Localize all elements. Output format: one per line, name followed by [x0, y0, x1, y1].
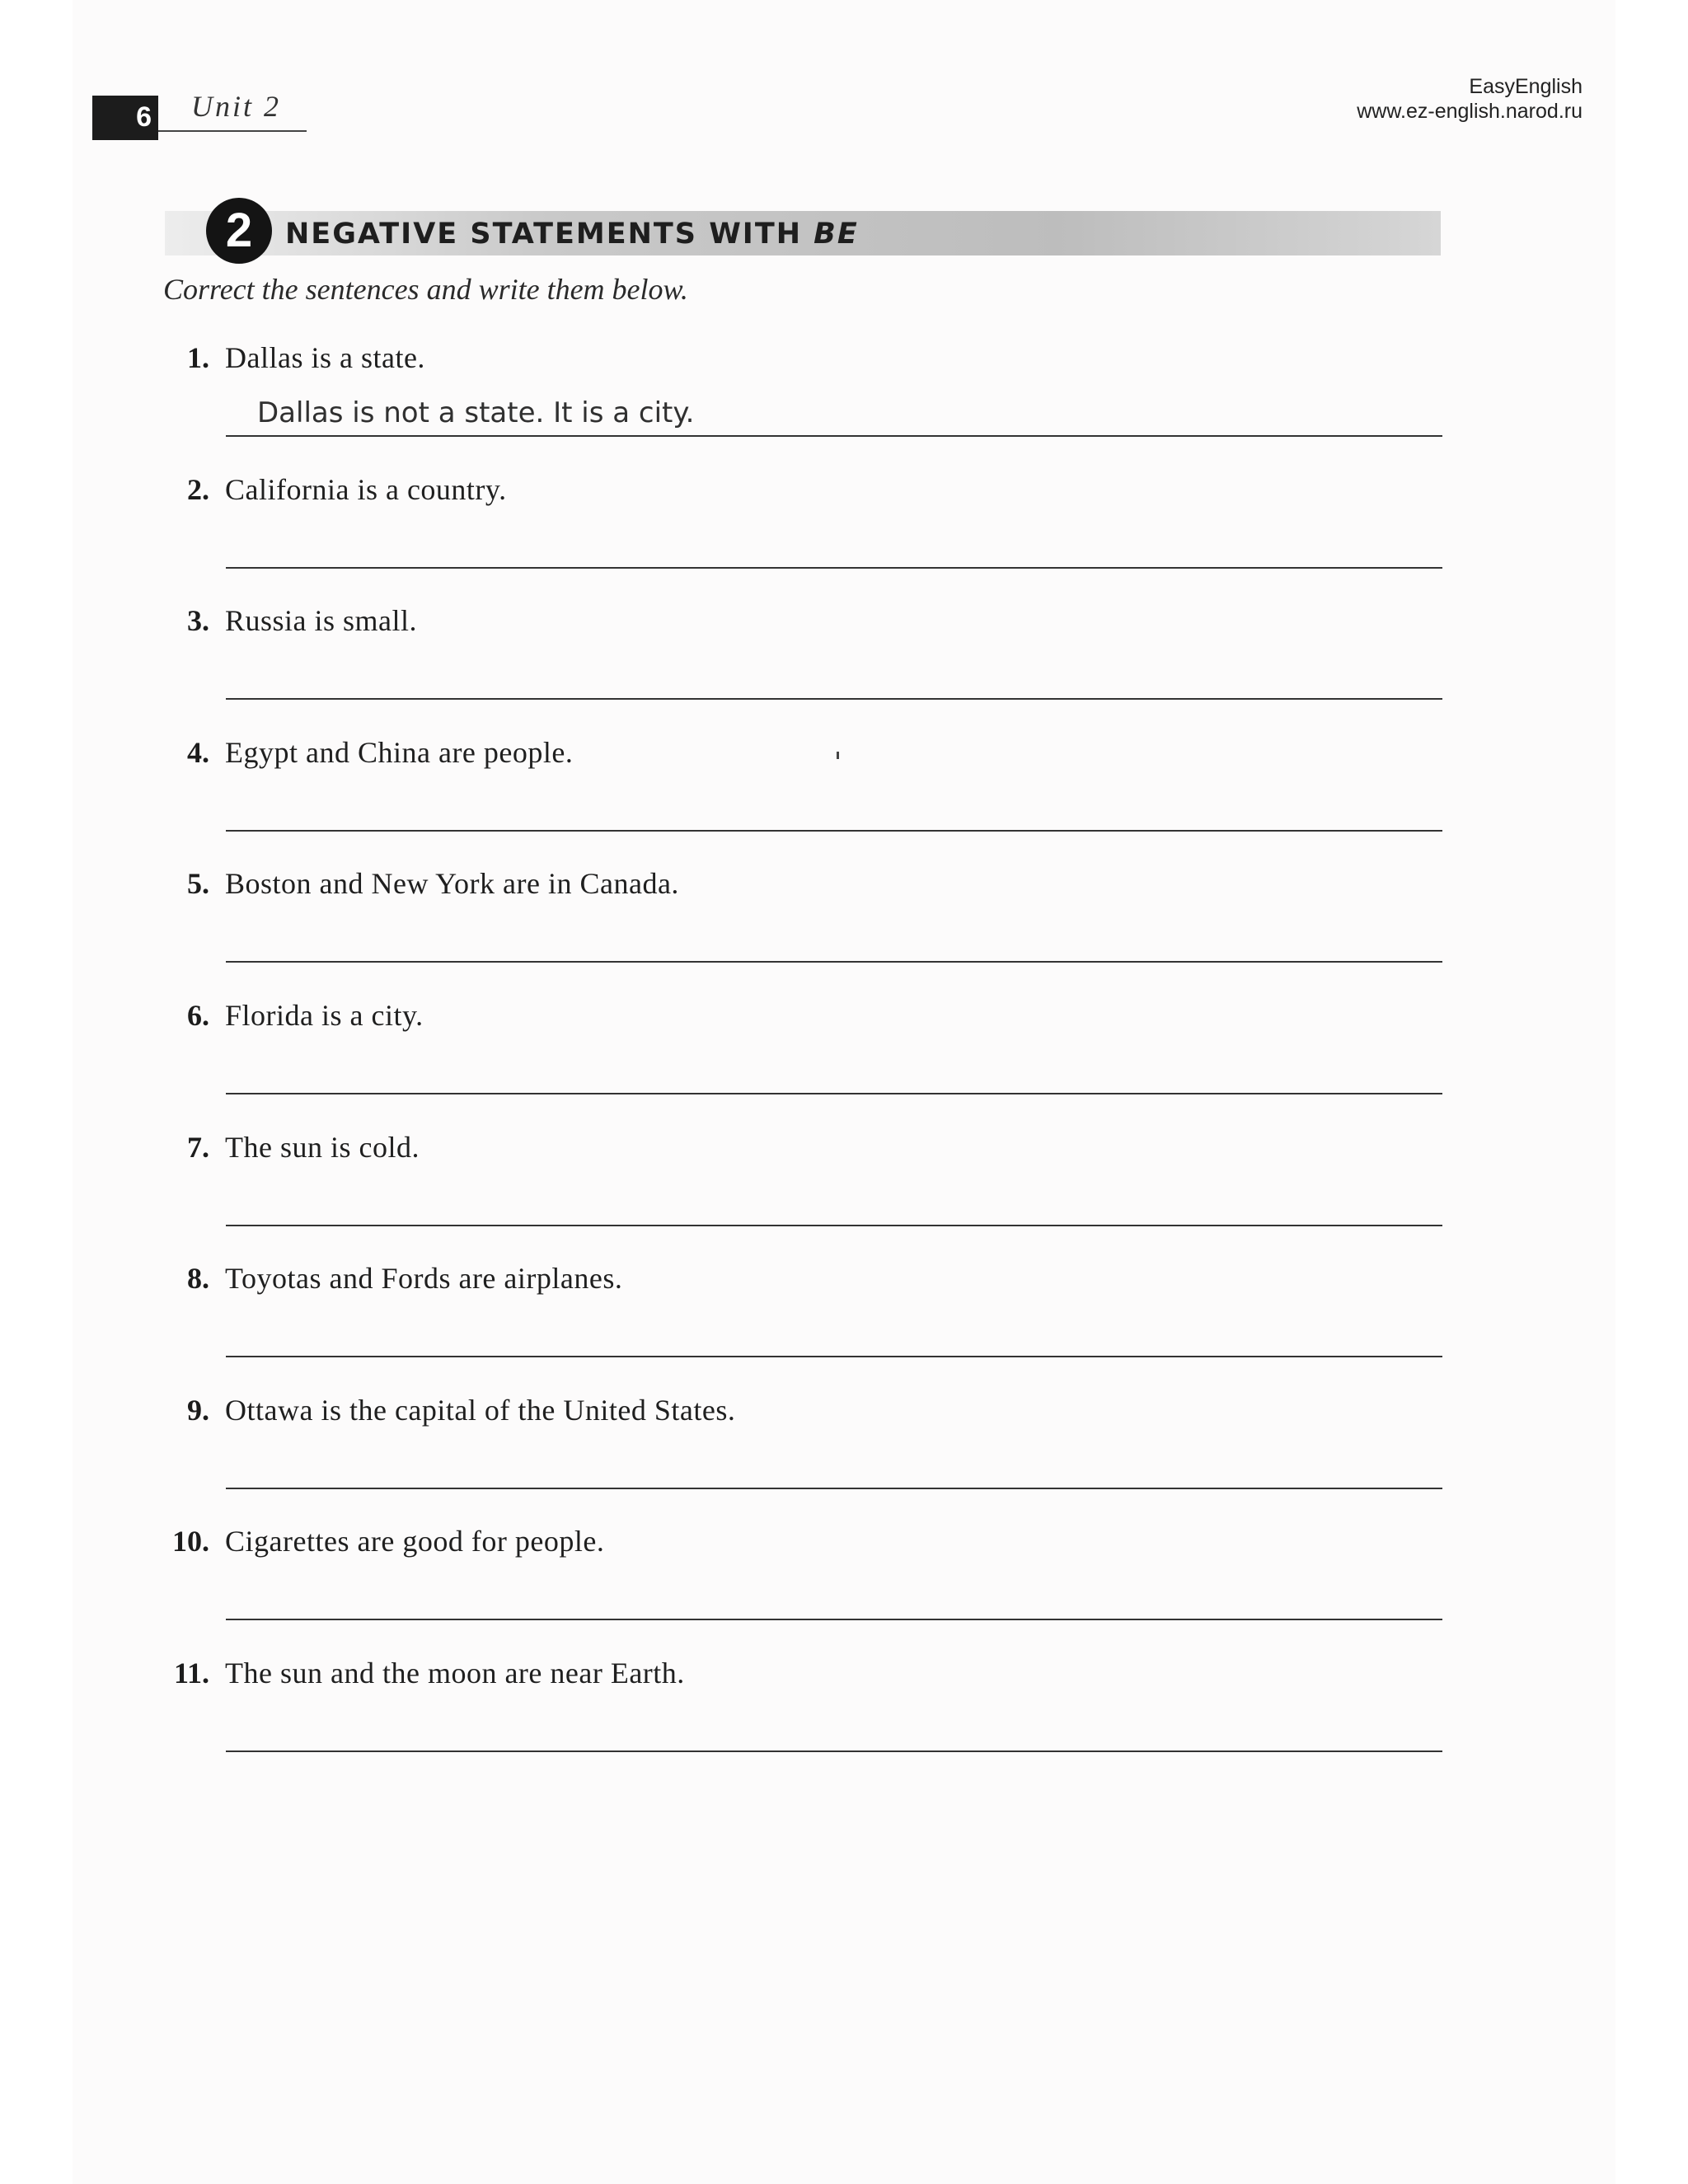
exercise-item: [0, 1655, 1688, 1779]
exercise-item: [0, 865, 1688, 989]
item-prompt: Toyotas and Fords are airplanes.: [225, 1262, 623, 1296]
brand-url[interactable]: www.ez-english.narod.ru: [1357, 100, 1582, 123]
exercise-item: [0, 602, 1688, 726]
exercise-item: [0, 734, 1688, 858]
unit-label: Unit 2: [191, 90, 282, 123]
exercise-item: [0, 997, 1688, 1121]
item-number: 2.: [187, 472, 209, 506]
item-number: 7.: [187, 1130, 209, 1164]
item-prompt: Florida is a city.: [225, 999, 424, 1032]
item-number: 5.: [187, 867, 209, 901]
section-title-emphasis: BE: [814, 218, 859, 251]
answer-line[interactable]: [226, 698, 1442, 700]
stray-mark: [837, 752, 839, 759]
exercise-item: [0, 340, 1688, 463]
item-prompt: Dallas is a state.: [225, 341, 425, 374]
answer-line[interactable]: [226, 1619, 1442, 1620]
item-number: 8.: [187, 1262, 209, 1296]
item-number: 10.: [172, 1525, 209, 1558]
page-number: 6: [136, 101, 152, 133]
brand-block: [1357, 74, 1582, 124]
exercise-item: [0, 471, 1688, 595]
answer-line[interactable]: [226, 1488, 1442, 1489]
item-number: 11.: [173, 1657, 209, 1690]
exercise-item: [0, 1523, 1688, 1647]
item-prompt: Boston and New York are in Canada.: [225, 867, 679, 901]
item-prompt: Egypt and China are people.: [225, 735, 574, 769]
exercise-item: [0, 1392, 1688, 1516]
item-prompt: Russia is small.: [225, 604, 418, 638]
page-number-box: [92, 96, 158, 140]
item-number: 6.: [187, 999, 209, 1032]
answer-line[interactable]: [226, 567, 1442, 569]
answer-line[interactable]: [226, 1750, 1442, 1752]
answer-line[interactable]: [226, 1356, 1442, 1357]
section-title: [285, 216, 859, 252]
answer-line[interactable]: [226, 435, 1442, 437]
unit-rule: [158, 130, 307, 132]
item-number: 3.: [187, 604, 209, 638]
item-number: 4.: [187, 735, 209, 769]
section-title-main: NEGATIVE STATEMENTS WITH: [285, 218, 814, 251]
answer-line[interactable]: [226, 1093, 1442, 1094]
answer-line[interactable]: [226, 961, 1442, 963]
section-number-badge: 2: [206, 198, 272, 264]
item-prompt: The sun and the moon are near Earth.: [225, 1657, 685, 1690]
answer-line[interactable]: [226, 1225, 1442, 1226]
item-answer[interactable]: Dallas is not a state. It is a city.: [257, 396, 695, 429]
answer-line[interactable]: [226, 830, 1442, 832]
item-prompt: The sun is cold.: [225, 1130, 420, 1164]
exercise-item: [0, 1129, 1688, 1253]
item-prompt: Ottawa is the capital of the United States.: [225, 1393, 736, 1427]
item-number: 9.: [187, 1393, 209, 1427]
item-prompt: California is a country.: [225, 472, 507, 506]
item-prompt: Cigarettes are good for people.: [225, 1525, 605, 1558]
instructions: Correct the sentences and write them below.: [163, 273, 688, 306]
brand-name: EasyEnglish: [1469, 75, 1582, 98]
item-number: 1.: [187, 341, 209, 374]
exercise-item: [0, 1260, 1688, 1384]
